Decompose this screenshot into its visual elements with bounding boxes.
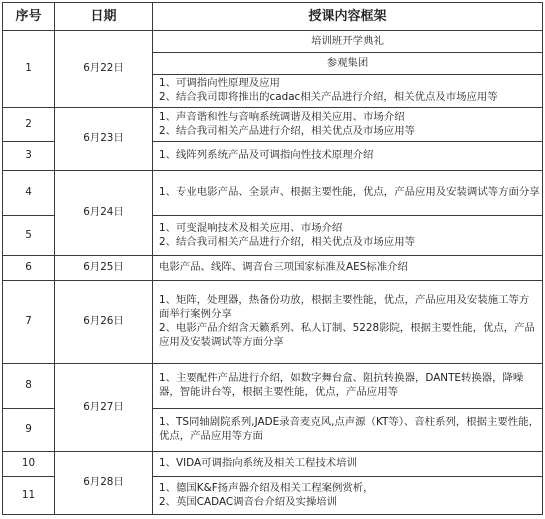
content-cell: 1、主要配件产品进行介绍，如数字舞台盒、阻抗转换器，DANTE转换器，降噪器，智能讲台等，根据主要性能，优点，产品应用等 (153, 364, 543, 409)
content-cell: 1、德国K&F扬声器介绍及相关工程案例赏析， 2、英国CADAC调音台介绍及实操培训 (153, 477, 543, 515)
content-cell: 1、专业电影产品、全景声、根据主要性能，优点，产品应用及安装调试等方面分享 (153, 171, 543, 216)
row-number: 8 (3, 364, 55, 409)
content-cell: 1、TS同轴剧院系列,JADE录音麦克风,点声源（KT等）、音柱系列，根据主要性能，优点，产品应用等方面 (153, 409, 543, 452)
content-cell: 1、VIDA可调指向系统及相关工程技术培训 (153, 452, 543, 477)
header-date: 日期 (55, 3, 153, 31)
content-cell: 1、可变混响技术及相关应用、市场介绍 2、结合我司相关产品进行介绍，相关优点及市场应用等 (153, 216, 543, 256)
header-num: 序号 (3, 3, 55, 31)
row-number: 7 (3, 281, 55, 364)
row-date: 6月27日 (55, 364, 153, 452)
row-number: 3 (3, 142, 55, 171)
row-date: 6月24日 (55, 171, 153, 256)
table-row (3, 364, 543, 409)
table-row (3, 108, 543, 142)
row-date: 6月28日 (55, 452, 153, 515)
row-number: 1 (3, 31, 55, 108)
row-number: 2 (3, 108, 55, 142)
content-cell: 1、矩阵，处理器，热备份功放，根据主要性能，优点，产品应用及安装施工等方面举行案例分享 2、电影产品介绍含天籁系列、私人订制、5228影院，根据主要性能，优点，产品应用及安装调试等方面分享 (153, 281, 543, 364)
row-number: 11 (3, 477, 55, 515)
table-row (3, 171, 543, 216)
content-cell: 培训班开学典礼 (153, 31, 543, 53)
content-cell: 参观集团 (153, 53, 543, 75)
table-row (3, 281, 543, 364)
content-cell: 1、声音谐和性与音响系统调谐及相关应用、市场介绍 2、结合我司相关产品进行介绍，相关优点及市场应用等 (153, 108, 543, 142)
content-cell: 1、线阵列系统产品及可调指向性技术原理介绍 (153, 142, 543, 171)
table-row (3, 31, 543, 53)
row-number: 10 (3, 452, 55, 477)
row-number: 6 (3, 256, 55, 281)
row-date: 6月23日 (55, 108, 153, 171)
table-row (3, 256, 543, 281)
content-cell: 1、可调指向性原理及应用 2、结合我司即将推出的cadac相关产品进行介绍，相关优点及市场应用等 (153, 75, 543, 108)
header-row (3, 3, 543, 31)
row-date: 6月25日 (55, 256, 153, 281)
content-cell: 电影产品、线阵、调音台三项国家标准及AES标准介绍 (153, 256, 543, 281)
row-number: 5 (3, 216, 55, 256)
row-number: 4 (3, 171, 55, 216)
schedule-table (2, 2, 543, 515)
table-row (3, 452, 543, 477)
row-number: 9 (3, 409, 55, 452)
header-content: 授课内容框架 (153, 3, 543, 31)
row-date: 6月26日 (55, 281, 153, 364)
row-date: 6月22日 (55, 31, 153, 108)
